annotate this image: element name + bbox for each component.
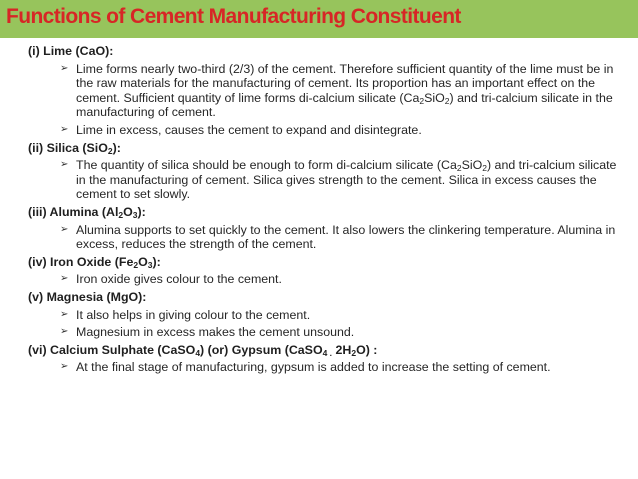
bullet-text: Lime in excess, causes the cement to expand and disintegrate. <box>76 122 422 137</box>
title-bar <box>0 0 638 38</box>
arrow-bullet-icon: ➢ <box>60 361 69 373</box>
bullet-text: Iron oxide gives colour to the cement. <box>76 272 282 287</box>
section-heading-iron-oxide: (iv) Iron Oxide $(Fe_2O_3)$: <box>28 254 161 270</box>
bullet-text: The quantity of silica should be enough to form di-calcium silicate $(Ca_2SiO_2)$ and tri-calcium silicate in the manufacturing of cement. Silica gives strength to the cement. Silica in excess causes the cement to set slowly. <box>76 158 617 202</box>
bullet-item <box>28 123 628 138</box>
bullet-text: It also helps in giving colour to the cement. <box>76 307 311 322</box>
arrow-bullet-icon: ➢ <box>60 273 69 285</box>
bullet-text: Alumina supports to set quickly to the cement. It also lowers the clinkering temperature. Alumina in excess, reduces the strength of the cement. <box>76 222 616 252</box>
arrow-bullet-icon: ➢ <box>60 123 69 135</box>
section-heading-lime <box>28 44 628 59</box>
section-heading-silica: (ii) Silica (SiO$_2$): <box>28 140 121 156</box>
arrow-bullet-icon: ➢ <box>60 223 69 235</box>
bullet-item <box>28 62 628 120</box>
heading-text: (i) Lime (CaO): <box>28 44 114 58</box>
arrow-bullet-icon: ➢ <box>60 326 69 338</box>
bullet-item <box>28 308 628 323</box>
arrow-bullet-icon: ➢ <box>60 159 69 171</box>
arrow-bullet-icon: ➢ <box>60 62 69 74</box>
slide-content <box>28 44 628 378</box>
bullet-item <box>28 272 628 287</box>
slide-title: Functions of Cement Manufacturing Constituent <box>6 5 461 28</box>
bullet-item <box>28 158 628 202</box>
section-heading-magnesia: (v) Magnesia (MgO): <box>28 289 147 304</box>
bullet-item <box>28 360 628 375</box>
section-heading-alumina: (iii) Alumina $(Al_2O_3)$: <box>28 204 146 220</box>
bullet-text: At the final stage of manufacturing, gypsum is added to increase the setting of cement. <box>76 360 551 375</box>
arrow-bullet-icon: ➢ <box>60 308 69 320</box>
bullet-item <box>28 325 628 340</box>
bullet-text: Magnesium in excess makes the cement unsound. <box>76 325 355 340</box>
section-heading-calcium-sulphate: (vi) Calcium Sulphate (CaSO$_4$) (or) Gypsum (CaSO$_{4 .}$ $2H_2O$) : <box>28 342 378 358</box>
bullet-text: Lime forms nearly two-third (2/3) of the cement. Therefore sufficient quantity of the lime must be in the raw materials for the manufacturing of cement. Its proportion has an important effect on the cement. Sufficient quantity of lime forms di-calcium silicate $(Ca_2SiO_2)$ and tri-calcium silicate in the manufacturing of cement. <box>76 61 614 120</box>
bullet-item <box>28 223 628 252</box>
